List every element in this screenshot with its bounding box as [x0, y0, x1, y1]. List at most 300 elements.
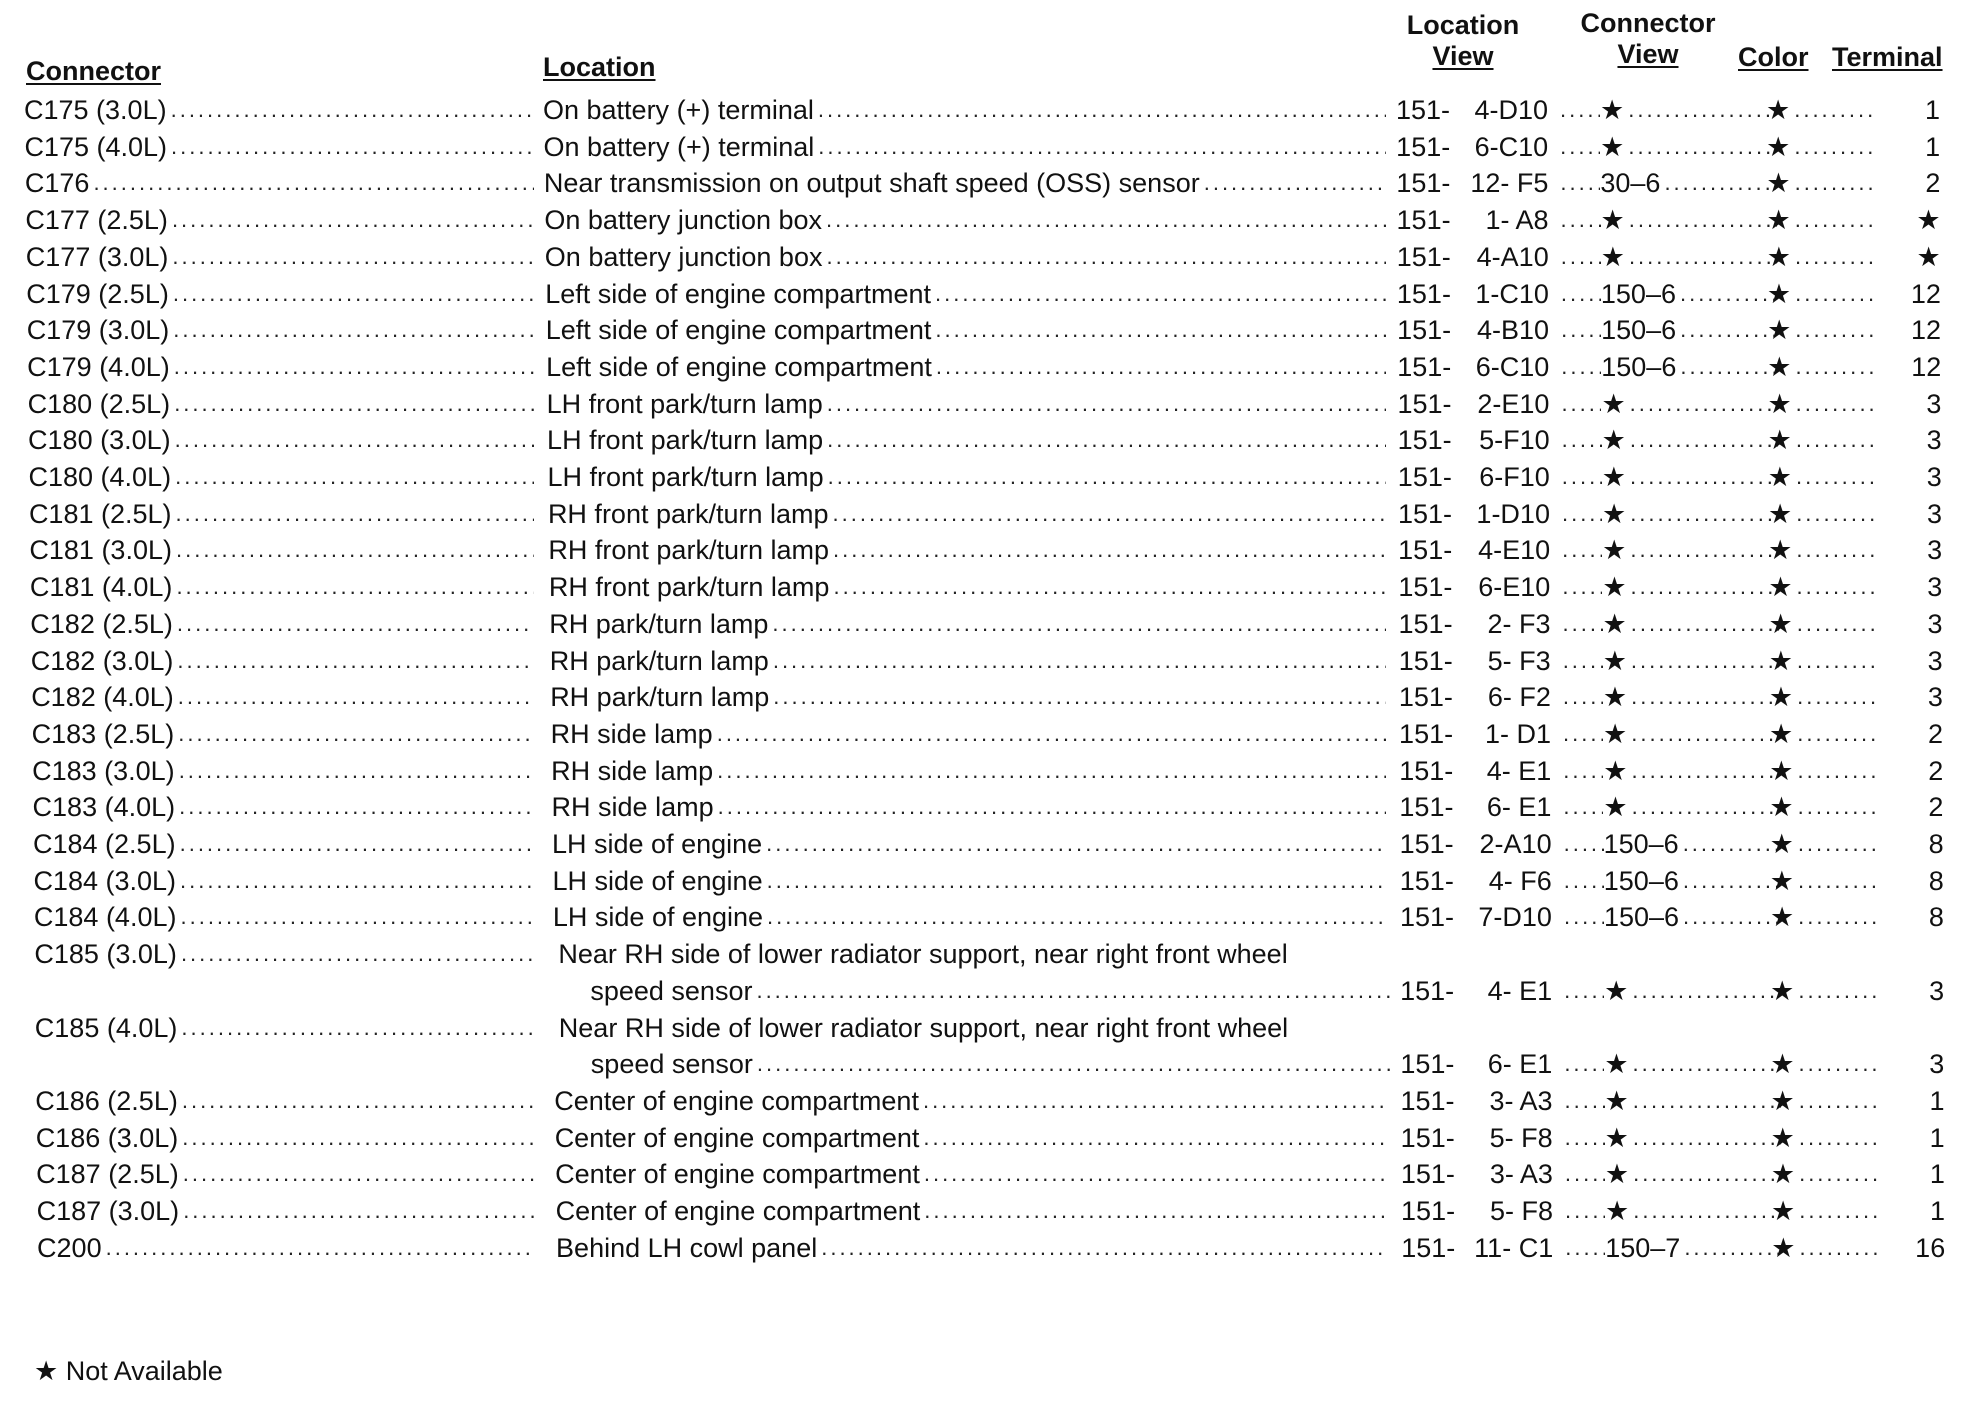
connector-view-cell — [1561, 1120, 1781, 1156]
terminal-value: 12 — [1911, 351, 1942, 382]
leader-dots — [176, 863, 534, 899]
header-connector-view-line1: Connector — [1580, 8, 1716, 38]
connector-view-cell — [1557, 349, 1777, 385]
location-view-grid: 1- A8 — [1485, 205, 1549, 236]
leader-dots — [1559, 716, 1603, 752]
connector-id: C182 (4.0L) — [31, 682, 174, 713]
connector-id: C181 (3.0L) — [29, 535, 172, 566]
location-text: RH side lamp — [550, 718, 713, 749]
location-cell — [545, 239, 1386, 275]
color-cell — [1766, 129, 1876, 165]
terminal-value: 16 — [1915, 1232, 1946, 1263]
leader-dots — [1626, 422, 1778, 458]
leader-dots — [176, 899, 534, 935]
terminal-value: 2 — [1928, 755, 1944, 786]
location-cell — [550, 643, 1386, 679]
table-row — [0, 569, 1968, 605]
terminal-value: 2 — [1925, 168, 1941, 199]
connector-cell — [26, 239, 534, 275]
location-view-cell — [1401, 1083, 1561, 1119]
location-cell — [544, 165, 1386, 201]
leader-dots — [1626, 496, 1778, 532]
header-terminal — [1832, 42, 1943, 73]
leader-dots — [174, 679, 534, 715]
leader-dots — [177, 936, 534, 972]
terminal-cell — [1879, 679, 1943, 715]
connector-view-value: ★ — [1600, 205, 1625, 236]
connector-view-cell — [1557, 386, 1777, 422]
location-cell — [552, 789, 1386, 825]
footnote: ★ Not Available — [34, 1356, 223, 1386]
connector-id: C180 (2.5L) — [27, 388, 171, 419]
leader-dots — [1627, 716, 1779, 752]
color-cell — [1768, 569, 1878, 605]
table-row — [0, 1083, 1968, 1119]
color-value: ★ — [1767, 425, 1792, 456]
connector-view-cell — [1558, 496, 1778, 532]
connector-id: C182 (2.5L) — [30, 608, 173, 639]
location-view-page: 151- — [1396, 278, 1451, 309]
location-text: RH front park/turn lamp — [548, 535, 829, 566]
connector-view-value: ★ — [1602, 682, 1628, 713]
location-text: Behind LH cowl panel — [556, 1232, 818, 1263]
leader-dots — [1561, 1083, 1605, 1119]
color-value: ★ — [1770, 1159, 1796, 1190]
location-text: On battery (+) terminal — [543, 131, 815, 162]
connector-id: C184 (4.0L) — [33, 902, 177, 933]
terminal-cell — [1881, 1083, 1945, 1119]
leader-dots — [1795, 1230, 1881, 1266]
leader-dots — [175, 789, 534, 825]
color-value: ★ — [1767, 315, 1792, 346]
leader-dots — [931, 276, 1386, 312]
location-view-grid: 6-C10 — [1474, 131, 1549, 162]
header-terminal-label: Terminal — [1832, 42, 1943, 72]
location-view-grid: 12- F5 — [1470, 168, 1549, 199]
location-view-cell — [1399, 606, 1559, 642]
table-row — [0, 1193, 1968, 1229]
terminal-cell — [1879, 716, 1943, 752]
color-value: ★ — [1770, 975, 1795, 1006]
location-view-page: 151- — [1397, 425, 1452, 456]
color-value: ★ — [1766, 95, 1791, 125]
terminal-cell — [1879, 753, 1943, 789]
connector-view-cell — [1558, 459, 1778, 495]
table-row — [0, 276, 1968, 312]
terminal-value: 3 — [1927, 608, 1943, 639]
leader-dots — [1200, 165, 1386, 201]
leader-dots — [1676, 312, 1777, 348]
connector-id: C200 — [37, 1232, 102, 1263]
location-view-page: 151- — [1399, 829, 1454, 859]
leader-dots — [1629, 1193, 1781, 1229]
location-view-cell — [1399, 643, 1559, 679]
location-view-grid: 5- F3 — [1487, 645, 1551, 676]
leader-dots — [1795, 1083, 1881, 1119]
connector-cell — [34, 936, 534, 972]
table-row — [0, 386, 1968, 422]
color-value: ★ — [1769, 829, 1794, 859]
location-view-page: 151- — [1396, 241, 1451, 272]
connector-view-cell — [1557, 276, 1777, 312]
location-cell — [551, 716, 1386, 752]
connector-id: C176 — [24, 168, 90, 199]
terminal-value: 1 — [1929, 1085, 1945, 1116]
connector-cell — [36, 1156, 534, 1192]
connector-view-cell — [1560, 1046, 1780, 1082]
leader-dots — [1560, 1046, 1604, 1082]
leader-dots — [1792, 496, 1878, 532]
connector-cell — [28, 422, 534, 458]
table-row — [0, 936, 1968, 1009]
leader-dots — [1793, 643, 1879, 679]
leader-dots — [829, 569, 1386, 605]
location-text: LH side of engine — [552, 865, 763, 896]
connector-cell — [30, 569, 534, 605]
connector-view-cell — [1557, 239, 1777, 275]
location-view-cell — [1397, 202, 1557, 238]
location-text: RH side lamp — [551, 792, 714, 823]
table-row — [0, 679, 1968, 715]
location-text: Near RH side of lower radiator support, near right front wheel — [558, 939, 1288, 970]
leader-dots — [762, 826, 1386, 862]
leader-dots — [171, 422, 534, 458]
location-view-cell — [1399, 679, 1559, 715]
location-text: LH side of engine — [552, 902, 764, 933]
connector-view-value: 150–6 — [1601, 351, 1677, 382]
terminal-value: 3 — [1927, 645, 1943, 676]
color-value: ★ — [1767, 462, 1793, 492]
connector-id: C180 (3.0L) — [28, 425, 171, 456]
terminal-value: 1 — [1925, 131, 1941, 162]
leader-dots — [919, 1120, 1386, 1156]
connector-view-cell — [1560, 863, 1780, 899]
location-cell — [545, 276, 1386, 312]
leader-dots — [1793, 569, 1879, 605]
terminal-value: 3 — [1926, 388, 1942, 419]
location-cell — [552, 863, 1386, 899]
leader-dots — [1792, 532, 1878, 568]
location-cell — [548, 532, 1386, 568]
leader-dots — [1795, 1156, 1881, 1192]
leader-dots — [1791, 239, 1877, 275]
location-view-page: 151- — [1397, 315, 1452, 346]
color-cell — [1770, 826, 1880, 862]
leader-dots — [170, 386, 534, 422]
terminal-cell — [1876, 165, 1940, 201]
leader-dots — [1794, 789, 1880, 825]
table-row — [0, 349, 1968, 385]
header-location-label: Location — [543, 52, 656, 82]
location-view-cell — [1396, 165, 1556, 201]
location-view-cell — [1396, 92, 1556, 128]
connector-cell — [36, 1120, 534, 1156]
location-view-page: 151- — [1398, 682, 1453, 713]
leader-dots — [172, 532, 534, 568]
leader-dots — [1629, 1046, 1781, 1082]
connector-view-cell — [1557, 312, 1777, 348]
connector-cell — [27, 312, 534, 348]
leader-dots — [179, 1156, 534, 1192]
leader-dots — [1558, 532, 1602, 568]
location-text: LH front park/turn lamp — [547, 462, 824, 492]
connector-id: C180 (4.0L) — [28, 462, 172, 492]
leader-dots — [1560, 899, 1604, 935]
terminal-value: 3 — [1926, 498, 1942, 529]
leader-dots — [1792, 386, 1878, 422]
terminal-value: 8 — [1928, 902, 1944, 933]
color-cell — [1769, 789, 1879, 825]
connector-id: C184 (2.5L) — [33, 829, 176, 859]
location-view-page: 151- — [1396, 205, 1451, 236]
connector-id: C182 (3.0L) — [30, 645, 174, 676]
location-text: Center of engine compartment — [555, 1159, 920, 1190]
connector-id: C183 (4.0L) — [32, 792, 176, 823]
leader-dots — [1558, 459, 1602, 495]
connector-cell — [35, 1010, 534, 1046]
color-cell — [1768, 496, 1878, 532]
leader-dots — [769, 643, 1386, 679]
connector-view-cell — [1560, 973, 1780, 1009]
leader-dots — [1558, 422, 1602, 458]
leader-dots — [171, 459, 534, 495]
location-view-grid: 2-E10 — [1477, 388, 1550, 419]
connector-id: C185 (4.0L) — [34, 1012, 178, 1043]
location-view-page: 151- — [1398, 535, 1453, 566]
color-value: ★ — [1766, 205, 1791, 236]
connector-id: C175 (4.0L) — [24, 131, 168, 162]
connector-cell — [37, 1193, 534, 1229]
terminal-value: 1 — [1929, 1122, 1945, 1153]
leader-dots — [1626, 386, 1778, 422]
leader-dots — [1558, 569, 1602, 605]
connector-view-cell — [1560, 899, 1780, 935]
leader-dots — [168, 239, 534, 275]
location-view-page: 151- — [1397, 388, 1452, 419]
table-row — [0, 606, 1968, 642]
location-view-page: 151- — [1398, 572, 1453, 603]
location-view-grid: 1- D1 — [1485, 718, 1552, 749]
leader-dots — [1627, 643, 1779, 679]
color-cell — [1770, 863, 1880, 899]
connector-view-cell — [1556, 129, 1776, 165]
color-cell — [1768, 422, 1878, 458]
connector-view-value: ★ — [1604, 975, 1629, 1006]
connector-cell — [33, 826, 534, 862]
connector-cell — [37, 1230, 534, 1266]
header-connector-label: Connector — [26, 56, 161, 86]
leader-dots — [824, 459, 1386, 495]
leader-dots — [169, 276, 534, 312]
table-row — [0, 1156, 1968, 1192]
connector-view-cell — [1556, 92, 1776, 128]
leader-dots — [179, 1193, 534, 1229]
connector-view-value: ★ — [1602, 608, 1627, 639]
leader-dots — [1794, 863, 1880, 899]
connector-cell — [32, 716, 534, 752]
location-view-grid: 4-B10 — [1477, 315, 1550, 346]
terminal-cell — [1877, 276, 1941, 312]
location-cell — [555, 1120, 1386, 1156]
leader-dots — [713, 716, 1386, 752]
color-value: ★ — [1767, 498, 1793, 529]
terminal-value: 3 — [1929, 1049, 1945, 1080]
connector-cell — [33, 789, 534, 825]
terminal-cell — [1877, 386, 1941, 422]
color-cell — [1767, 239, 1877, 275]
leader-dots — [174, 716, 534, 752]
terminal-value: 3 — [1927, 572, 1943, 603]
connector-id: C181 (2.5L) — [28, 498, 172, 529]
location-view-grid: 7-D10 — [1478, 902, 1552, 933]
connector-view-cell — [1560, 826, 1780, 862]
terminal-cell — [1879, 606, 1943, 642]
connector-view-value: ★ — [1603, 718, 1628, 749]
location-cell — [547, 386, 1386, 422]
connector-view-value: ★ — [1604, 1159, 1630, 1190]
location-cell — [558, 936, 1358, 972]
leader-dots — [1794, 826, 1880, 862]
table-row — [0, 532, 1968, 568]
location-view-cell — [1400, 899, 1560, 935]
location-text: Near RH side of lower radiator support, near right front wheel — [558, 1012, 1289, 1043]
connector-cell — [29, 459, 535, 495]
terminal-cell — [1879, 789, 1943, 825]
header-location — [543, 52, 656, 83]
leader-dots — [713, 753, 1386, 789]
leader-dots — [1559, 643, 1603, 679]
leader-dots — [1557, 202, 1601, 238]
location-text: On battery junction box — [544, 241, 823, 272]
location-cell — [548, 459, 1387, 495]
location-text: Center of engine compartment — [554, 1122, 920, 1153]
location-text: Center of engine compartment — [554, 1085, 919, 1116]
leader-dots — [1793, 606, 1879, 642]
color-value: ★ — [1769, 902, 1795, 933]
terminal-cell — [1881, 1230, 1945, 1266]
connector-view-cell — [1561, 1193, 1781, 1229]
connector-id: C187 (2.5L) — [36, 1159, 179, 1190]
color-value: ★ — [1769, 718, 1794, 749]
color-value: ★ — [1769, 792, 1794, 823]
leader-dots — [1557, 349, 1601, 385]
leader-dots — [1561, 1193, 1605, 1229]
leader-dots — [1791, 276, 1877, 312]
leader-dots — [1791, 165, 1877, 201]
location-text-continued: speed sensor — [590, 1049, 753, 1080]
location-view-page: 151- — [1401, 1232, 1456, 1263]
leader-dots — [1660, 165, 1776, 201]
location-view-grid: 3- A3 — [1489, 1085, 1553, 1116]
color-value: ★ — [1766, 278, 1792, 309]
connector-view-value: ★ — [1602, 572, 1627, 603]
location-cell-continued — [591, 1046, 1390, 1082]
leader-dots — [1679, 826, 1780, 862]
color-value: ★ — [1770, 1049, 1795, 1080]
connector-id: C177 (3.0L) — [25, 241, 169, 272]
leader-dots — [1795, 1120, 1881, 1156]
connector-id: C185 (3.0L) — [34, 939, 177, 970]
header-location-view-line1: Location — [1406, 10, 1520, 40]
location-view-cell — [1397, 312, 1557, 348]
color-cell — [1768, 532, 1878, 568]
color-value: ★ — [1770, 1122, 1795, 1153]
location-view-page: 151- — [1399, 865, 1454, 896]
connector-view-value: ★ — [1601, 498, 1627, 529]
leader-dots — [1795, 1046, 1881, 1082]
terminal-value: 3 — [1927, 682, 1943, 713]
connector-id: C186 (2.5L) — [35, 1085, 178, 1116]
leader-dots — [714, 789, 1386, 825]
color-value: ★ — [1769, 865, 1794, 896]
color-cell — [1769, 716, 1879, 752]
connector-view-cell — [1561, 1083, 1781, 1119]
leader-dots — [176, 826, 534, 862]
location-view-page: 151- — [1400, 1049, 1455, 1080]
location-cell — [552, 826, 1386, 862]
color-cell — [1771, 1156, 1881, 1192]
leader-dots — [1557, 312, 1601, 348]
location-view-grid: 6-F10 — [1479, 462, 1550, 492]
location-view-grid: 2- F3 — [1487, 608, 1551, 639]
connector-cell — [27, 349, 534, 385]
connector-view-cell — [1558, 569, 1778, 605]
color-cell — [1769, 679, 1879, 715]
leader-dots — [753, 1046, 1390, 1082]
location-view-grid: 5- F8 — [1490, 1196, 1554, 1226]
connector-view-cell — [1557, 202, 1777, 238]
leader-dots — [1795, 1193, 1881, 1229]
location-view-page: 151- — [1399, 792, 1454, 823]
connector-cell — [24, 129, 534, 165]
connector-id: C186 (3.0L) — [35, 1122, 179, 1153]
leader-dots — [752, 973, 1390, 1009]
leader-dots — [1792, 422, 1878, 458]
leader-dots — [177, 1010, 534, 1046]
location-view-cell — [1400, 1046, 1560, 1082]
location-view-grid: 4-A10 — [1476, 241, 1549, 272]
leader-dots — [1556, 92, 1600, 128]
table-row — [0, 129, 1968, 165]
location-view-cell — [1399, 716, 1559, 752]
terminal-cell — [1881, 1193, 1945, 1229]
location-cell — [551, 753, 1386, 789]
leader-dots — [167, 92, 534, 128]
location-view-cell — [1399, 753, 1559, 789]
leader-dots — [172, 569, 534, 605]
connector-view-value: ★ — [1603, 792, 1628, 823]
leader-dots — [1560, 863, 1604, 899]
color-cell — [1768, 459, 1878, 495]
leader-dots — [1559, 753, 1603, 789]
color-value: ★ — [1770, 1085, 1795, 1116]
header-color — [1738, 42, 1809, 73]
table-row — [0, 312, 1968, 348]
location-view-cell — [1401, 1120, 1561, 1156]
connector-cell — [26, 276, 534, 312]
color-value: ★ — [1768, 535, 1793, 566]
leader-dots — [817, 1230, 1386, 1266]
connector-id: C179 (2.5L) — [26, 278, 169, 309]
leader-dots — [1794, 973, 1880, 1009]
location-view-cell — [1397, 386, 1557, 422]
terminal-value: 3 — [1929, 975, 1945, 1006]
header-connector-view-line2: View — [1617, 39, 1679, 69]
leader-dots — [1790, 92, 1876, 128]
table-row — [0, 92, 1968, 128]
location-text: Left side of engine compartment — [545, 278, 931, 309]
location-text: RH park/turn lamp — [550, 682, 770, 713]
